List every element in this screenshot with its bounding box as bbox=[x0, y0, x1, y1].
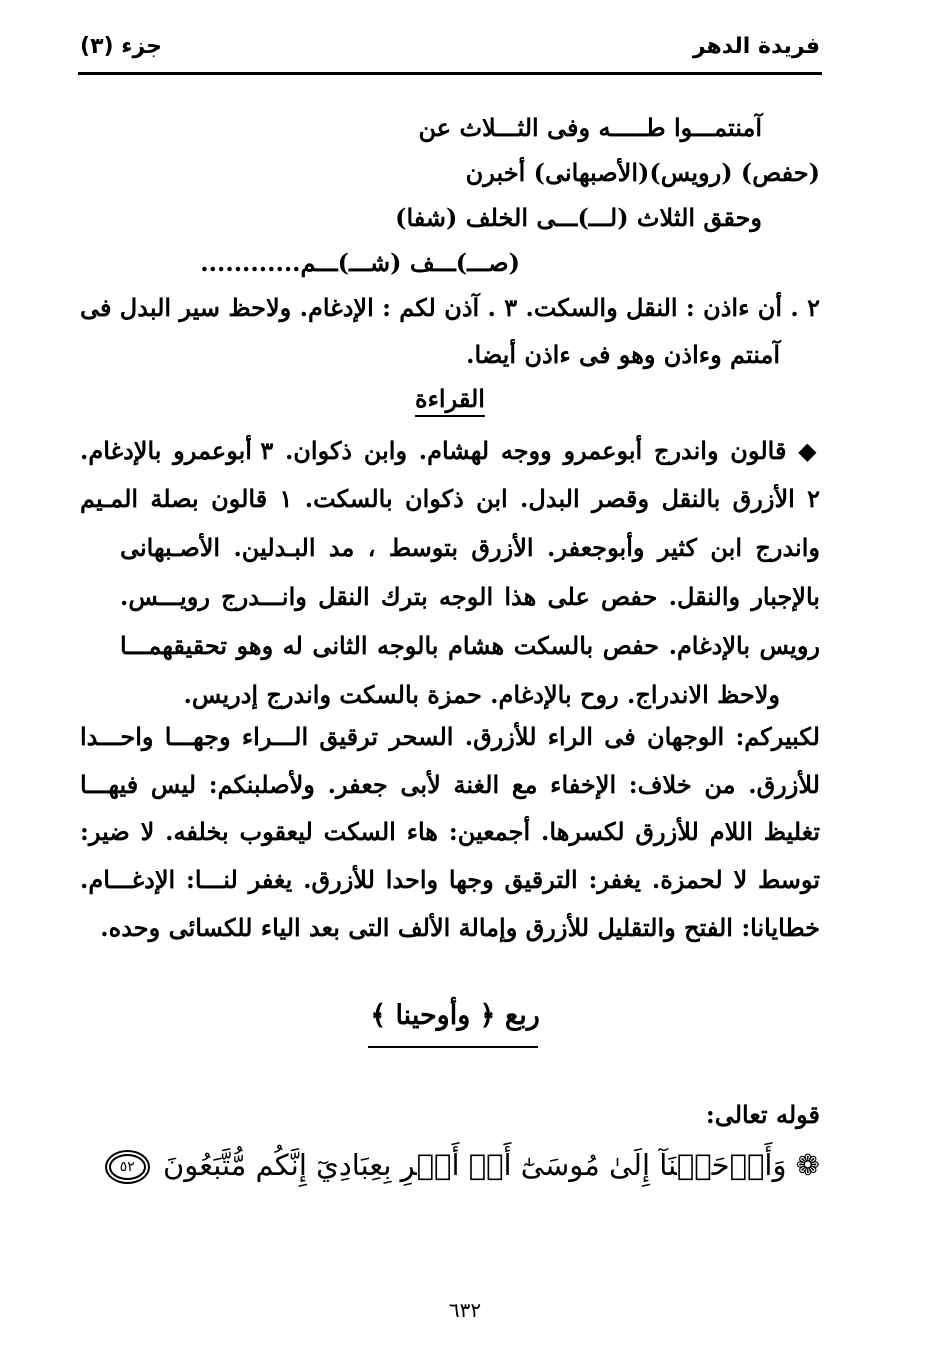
header-rule bbox=[78, 72, 822, 75]
poem-line-1: آمنتمـــوا طـــــه وفى الثـــلاث عن bbox=[418, 113, 762, 142]
reading-line-4: بالإجبار والنقل. حفص على هذا الوجه بترك النقل وانـــدرج رويـــس. bbox=[120, 582, 820, 611]
glossary-line-4: توسط لا لحمزة. يغفر: الترقيق وجها واحدا للأزرق. يغفر لنـــا: الإدغـــام. bbox=[80, 865, 820, 894]
glossary-line-2: للأزرق. من خلاف: الإخفاء مع الغنة لأبى جعفر. ولأصلبنكم: ليس فيهـــا bbox=[80, 770, 820, 799]
verse-intro: قوله تعالى: bbox=[705, 1100, 820, 1129]
page-number: ٦٣٢ bbox=[448, 1298, 482, 1322]
reading-line-3: واندرج ابن كثير وأبوجعفر. الأزرق بتوسط ، مد البـدلين. الأصـبهانى bbox=[120, 533, 820, 562]
section-heading: ربع ﴿ وأوحينا ﴾ bbox=[370, 1000, 540, 1031]
poem-line-3: وحقق الثلاث (لـــ)ـــى الخلف (شفا) bbox=[395, 203, 762, 232]
running-header-part: جزء (٣) bbox=[80, 34, 163, 59]
poem-line-2: (حفص) (رويس)(الأصبهانى) أخبرن bbox=[465, 158, 820, 187]
poem-line-4: (صـــ)ـــف (شـــ)ـــم............ bbox=[200, 248, 520, 277]
glossary-line-5: خطايانا: الفتح والتقليل للأزرق وإمالة الألف التى بعد الياء للكسائى وحده. bbox=[100, 913, 820, 942]
reading-line-5: رويس بالإدغام. حفص بالسكت هشام بالوجه الثانى له وهو تحقيقهمـــا bbox=[120, 631, 820, 660]
quran-verse bbox=[90, 1148, 820, 1182]
glossary-line-1: لكبيركم: الوجهان فى الراء للأزرق. السحر ترقيق الـــراء وجهـــا واحـــدا bbox=[80, 722, 820, 751]
running-header-title: فريدة الدهر bbox=[692, 34, 820, 59]
verse-number-marker: ٥٢ bbox=[109, 1154, 146, 1180]
note-line-2: آمنتم وءاذن وهو فى ءاذن أيضا. bbox=[466, 340, 780, 369]
section-heading-rule bbox=[368, 1046, 538, 1048]
reading-line-6: ولاحظ الاندراج. روح بالإدغام. حمزة بالسكت واندرج إدريس. bbox=[183, 680, 780, 709]
verse-text: ❁ وَأَوۡحَيۡنَآ إِلَىٰ مُوسَىٰٓ أَنۡ أَسۡرِ بِعِبَادِيٓ إِنَّكُم مُّتَّبَعُونَ bbox=[162, 1148, 820, 1182]
reading-line-1: ◆ قالون واندرج أبوعمرو ووجه لهشام. وابن ذكوان. ٣ أبوعمرو بالإدغام. bbox=[80, 436, 820, 465]
glossary-line-3: تغليظ اللام للأزرق لكسرها. أجمعين: هاء السكت ليعقوب بخلفه. لا ضير: bbox=[80, 817, 820, 846]
reading-heading: القراءة bbox=[415, 384, 485, 413]
reading-line-2: ٢ الأزرق بالنقل وقصر البدل. ابن ذكوان بالسكت. ١ قالون بصلة المـيم bbox=[80, 484, 821, 513]
note-line-1: ٢ . أن ءاذن : النقل والسكت. ٣ . آذن لكم : الإدغام. ولاحظ سير البدل فى bbox=[79, 293, 820, 322]
